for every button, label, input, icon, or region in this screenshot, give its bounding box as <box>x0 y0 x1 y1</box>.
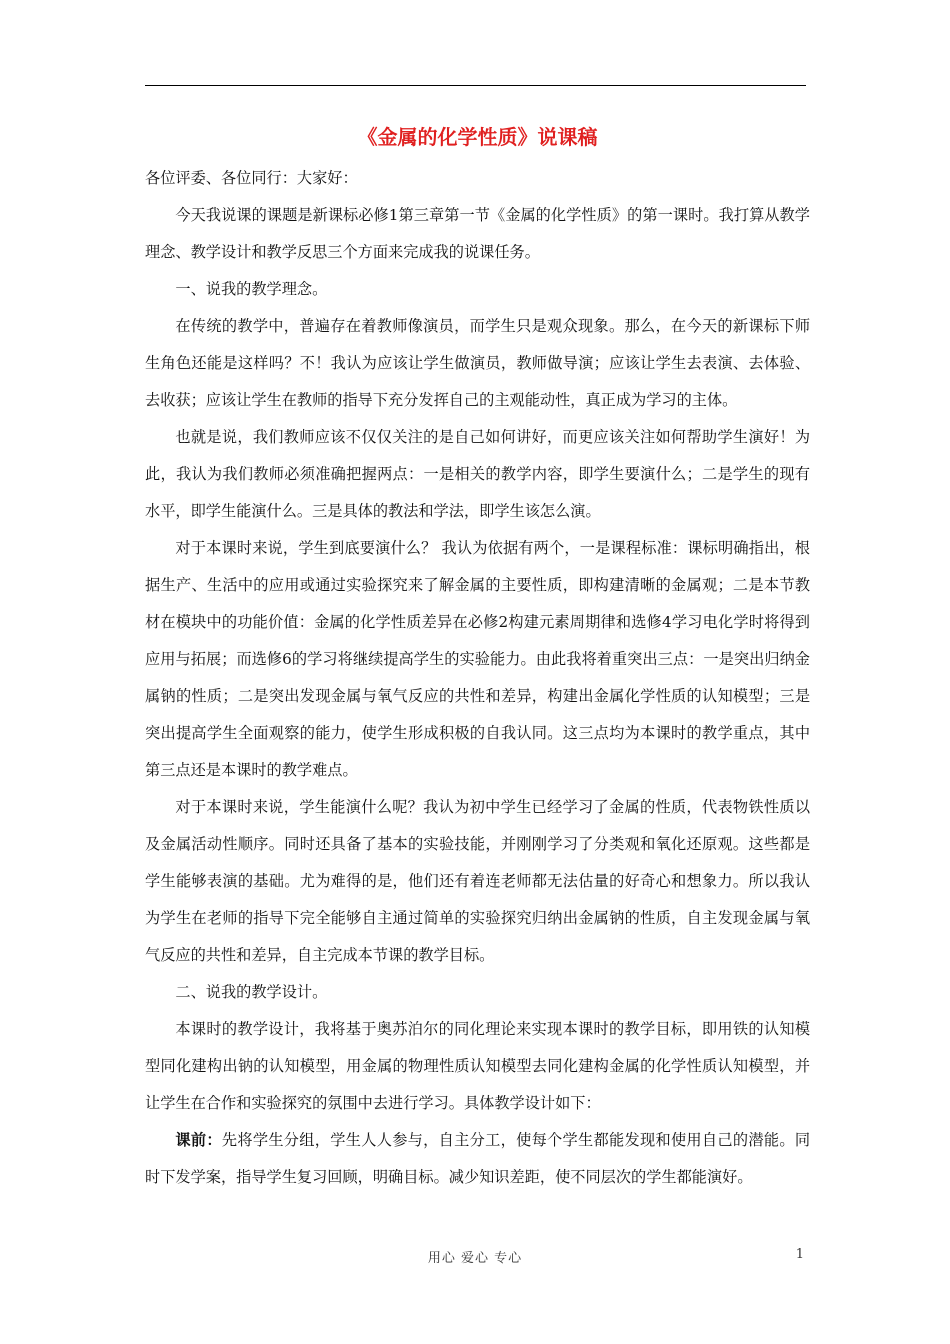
paragraph-text: 先将学生分组，学生人人参与，自主分工，使每个学生都能发现和使用自己的潜能。同时下发学案，指导学生复习回顾，明确目标。减少知识差距，使不同层次的学生都能演好。 <box>145 1131 811 1186</box>
body-paragraph <box>145 419 810 530</box>
intro-paragraph <box>145 197 810 271</box>
paragraph-text: 也就是说，我们教师应该不仅仅关注的是自己如何讲好，而更应该关注如何帮助学生演好！为此，我认为我们教师必须准确把握两点：一是相关的教学内容，即学生要演什么；二是学生的现有水平，即学生能演什么。三是具体的教法和学法，即学生该怎么演。 <box>145 428 810 520</box>
paragraph-text: 各位评委、各位同行：大家好： <box>145 169 358 187</box>
paragraph-text: 对于本课时来说，学生到底要演什么？ 我认为依据有两个，一是课程标准：课标明确指出，根据生产、生活中的应用或通过实验探究来了解金属的主要性质，即构建清晰的金属观；二是本节教材在模块中的功能价值：金属的化学性质差异在必修2构建元素周期律和选修4学习电化学时将得到应用与拓展；而选修6的学习将继续提高学生的实验能力。由此我将着重突出三点：一是突出归纳金属钠的性质；二是突出发现金属与氧气反应的共性和差异，构建出金属化学性质的认知模型；三是突出提高学生全面观察的能力，使学生形成积极的自我认同。这三点均为本课时的教学重点，其中第三点还是本课时的教学难点。 <box>145 539 810 779</box>
section-heading-philosophy <box>145 271 810 308</box>
body-paragraph <box>145 789 810 974</box>
body-paragraph <box>145 1011 810 1122</box>
footer-motto: 用心 爱心 专心 <box>427 1251 523 1266</box>
page-footer <box>0 1247 950 1269</box>
page-number: 1 <box>795 1247 804 1262</box>
document-body <box>145 118 810 1196</box>
document-title: 《金属的化学性质》说课稿 <box>357 125 598 149</box>
paragraph-text: 对于本课时来说，学生能演什么呢？我认为初中学生已经学习了金属的性质，代表物铁性质以及金属活动性顺序。同时还具备了基本的实验技能，并刚刚学习了分类观和氧化还原观。这些都是学生能够表演的基础。尤为难得的是，他们还有着连老师都无法估量的好奇心和想象力。所以我认为学生在老师的指导下完全能够自主通过简单的实验探究归纳出金属钠的性质，自主发现金属与氧气反应的共性和差异，自主完成本节课的教学目标。 <box>145 798 810 964</box>
paragraph-text: 本课时的教学设计，我将基于奥苏泊尔的同化理论来实现本课时的教学目标，即用铁的认知模型同化建构出钠的认知模型，用金属的物理性质认知模型去同化建构金属的化学性质认知模型，并让学生在合作和实验探究的氛围中去进行学习。具体教学设计如下： <box>145 1020 810 1112</box>
pre-class-paragraph <box>145 1122 810 1196</box>
body-paragraph <box>145 530 810 789</box>
pre-class-label: 课前： <box>175 1131 222 1149</box>
body-paragraph <box>145 308 810 419</box>
header-rule <box>145 85 806 86</box>
section-heading-design <box>145 974 810 1011</box>
paragraph-text: 二、说我的教学设计。 <box>175 983 328 1001</box>
paragraph-text: 今天我说课的课题是新课标必修1第三章第一节《金属的化学性质》的第一课时。我打算从教学理念、教学设计和教学反思三个方面来完成我的说课任务。 <box>145 206 810 261</box>
paragraph-text: 在传统的教学中，普遍存在着教师像演员，而学生只是观众现象。那么，在今天的新课标下师生角色还能是这样吗？不！我认为应该让学生做演员，教师做导演；应该让学生去表演、去体验、去收获；应该让学生在教师的指导下充分发挥自己的主观能动性，真正成为学习的主体。 <box>145 317 810 409</box>
greeting-paragraph <box>145 160 810 197</box>
paragraph-text: 一、说我的教学理念。 <box>175 280 328 298</box>
